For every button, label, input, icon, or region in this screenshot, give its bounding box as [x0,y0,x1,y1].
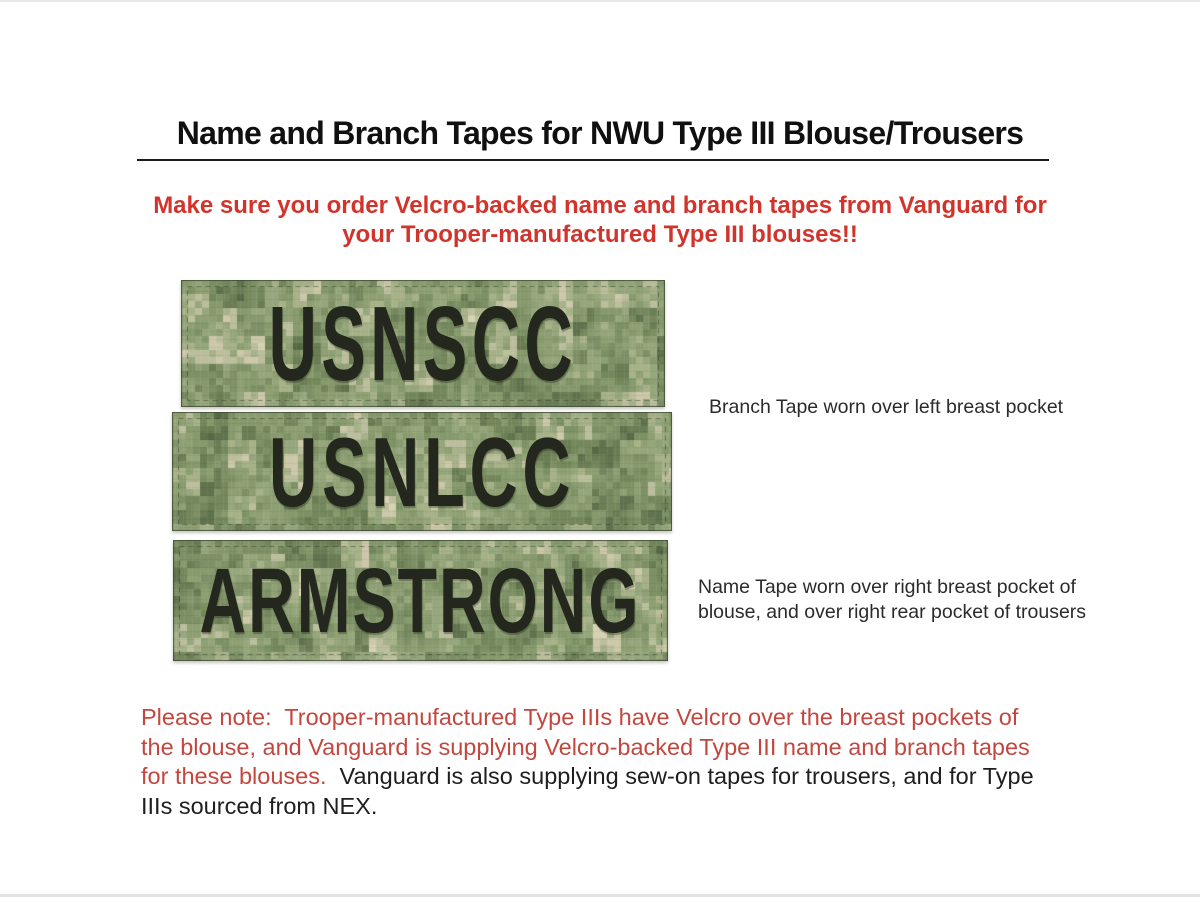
note-line-3-red: for these blouses. [141,763,327,789]
note-line-2: the blouse, and Vanguard is supplying Velcro-backed Type III name and branch tapes [141,733,1030,760]
name-tape-caption-line-2: blouse, and over right rear pocket of trousers [698,601,1087,623]
note-line-4: IIIs sourced from NEX. [141,792,378,819]
branch-tape-usnlcc [172,412,672,531]
note-paragraph [141,703,1034,821]
title-underline [137,159,1049,161]
note-line-3-black: Vanguard is also supplying sew-on tapes for trousers, and for Type [326,763,1034,789]
note-line-1: Please note: Trooper-manufactured Type IIIs have Velcro over the breast pockets of [141,704,1019,730]
note-line-3 [141,762,1034,792]
name-tape-caption [698,575,1086,625]
name-tape-caption-line-1: Name Tape worn over right breast pocket of [698,576,1076,598]
tape-label-usnlcc: USNLCC [268,416,576,527]
tape-label-usnscc: USNSCC [268,284,578,403]
warning-text [0,191,1200,249]
branch-tape-caption: Branch Tape worn over left breast pocket [709,396,1064,418]
name-tape-armstrong [173,540,668,661]
warning-line-2: your Trooper-manufactured Type III blouses!! [342,221,858,248]
branch-tape-usnscc [181,280,665,407]
warning-line-1: Make sure you order Velcro-backed name and branch tapes from Vanguard for [153,192,1047,219]
tape-label-armstrong: ARMSTRONG [199,549,642,652]
page-top-edge-line [0,0,1200,2]
page-bottom-edge-line [0,894,1200,897]
page-title: Name and Branch Tapes for NWU Type III Blouse/Trousers [176,115,1024,151]
